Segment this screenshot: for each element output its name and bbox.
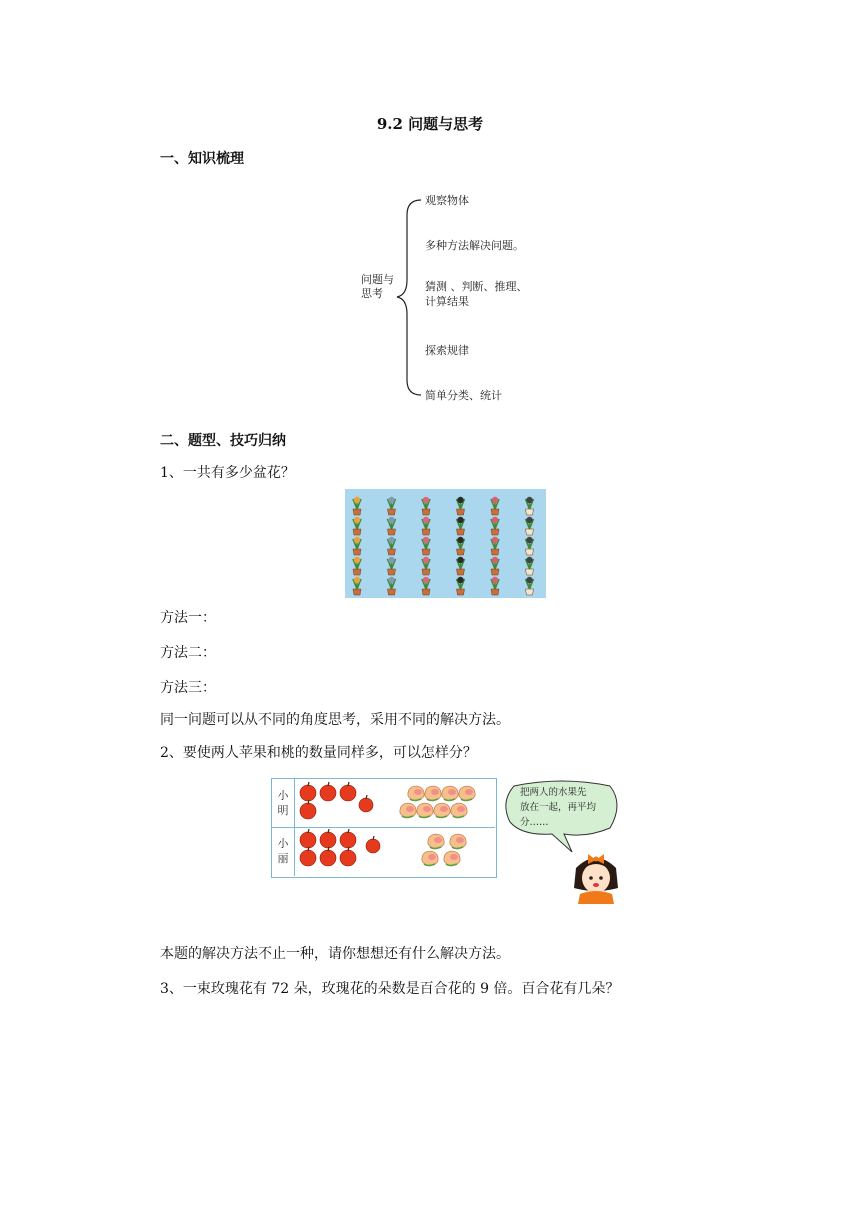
method-3-label: 方法三： [160, 680, 216, 696]
fruit-table [271, 778, 497, 878]
q2-note: 本题的解决方法不止一种，请你想想还有什么解决方法。 [160, 946, 510, 962]
peach-icon [400, 803, 416, 818]
apple-icon [300, 829, 316, 848]
flower-pot [491, 497, 499, 515]
flower-pot [526, 497, 534, 515]
flower-pot [491, 557, 499, 575]
flower-pot [526, 537, 534, 555]
apple-icon [320, 847, 336, 866]
flower-pot [353, 557, 361, 575]
q1-note: 同一问题可以从不同的角度思考，采用不同的解决方法。 [160, 712, 510, 728]
flower-pot [491, 537, 499, 555]
flower-pot [353, 577, 361, 595]
method-2-label: 方法二： [160, 645, 216, 661]
peach-icon [408, 786, 424, 801]
apple-icon [320, 782, 336, 801]
peach-icon [451, 803, 467, 818]
knowledge-tree [355, 185, 555, 405]
tree-branch: 多种方法解决问题。 [425, 239, 524, 252]
bubble-text: 把两人的水果先 放在一起，再平均 分…… [520, 787, 597, 828]
fruit-row [294, 827, 495, 876]
name-cell: 小 明 [272, 779, 295, 828]
flower-pot [457, 537, 465, 555]
peach-icon [425, 786, 441, 801]
flower-pot [457, 517, 465, 535]
peach-icon [442, 786, 458, 801]
flower-pot [353, 537, 361, 555]
method-1-label: 方法一： [160, 610, 216, 626]
flower-pot [526, 557, 534, 575]
flower-pot [422, 577, 430, 595]
question-1: 1、一共有多少盆花？ [160, 465, 295, 481]
apple-icon [340, 829, 356, 848]
flower-pot [491, 577, 499, 595]
tree-branch: 观察物体 [425, 194, 469, 207]
peach-icon [450, 834, 466, 849]
flower-pot [353, 517, 361, 535]
apple-icon [340, 782, 356, 801]
apple-icon [300, 847, 316, 866]
apple-icon [340, 847, 356, 866]
flower-pot [388, 577, 396, 595]
flower-pot [457, 497, 465, 515]
flower-pot [491, 517, 499, 535]
question-3: 3、一束玫瑰花有 72 朵，玫瑰花的朵数是百合花的 9 倍。百合花有几朵？ [160, 981, 620, 997]
flower-pot [422, 497, 430, 515]
speech-illustration [502, 778, 622, 906]
peach-icon [444, 851, 460, 866]
tree-branch: 猜测 、判断、推理、 计算结果 [425, 280, 528, 308]
section-heading-skills: 二、题型、技巧归纳 [160, 433, 286, 449]
flower-pot [388, 517, 396, 535]
apple-icon [300, 800, 316, 819]
flower-pot [526, 577, 534, 595]
apple-icon [366, 836, 380, 853]
flower-pot [388, 537, 396, 555]
peach-icon [434, 803, 450, 818]
flower-pot [422, 517, 430, 535]
flower-pot [388, 557, 396, 575]
flower-pots-image [345, 489, 546, 598]
flower-pot [422, 537, 430, 555]
peach-icon [417, 803, 433, 818]
section-heading-knowledge: 一、知识梳理 [160, 151, 244, 167]
girl-illustration [566, 844, 626, 904]
flower-pots-grid [345, 489, 546, 598]
tree-branch: 探索规律 [425, 344, 469, 357]
fruit-row [294, 779, 495, 828]
question-2: 2、要使两人苹果和桃的数量同样多，可以怎样分？ [160, 745, 477, 761]
flower-pot [388, 497, 396, 515]
peach-icon [459, 786, 475, 801]
flower-pot [457, 577, 465, 595]
apple-icon [359, 795, 373, 812]
flower-pot [457, 557, 465, 575]
page-title: 9.2 问题与思考 [376, 115, 484, 133]
flower-pot [526, 517, 534, 535]
tree-branch: 简单分类、统计 [425, 389, 502, 402]
peach-icon [428, 834, 444, 849]
apple-icon [320, 829, 336, 848]
apple-icon [300, 782, 316, 801]
peach-icon [422, 851, 438, 866]
name-cell: 小 丽 [272, 827, 295, 876]
tree-root: 问题与 思考 [361, 273, 394, 300]
flower-pot [353, 497, 361, 515]
flower-pot [422, 557, 430, 575]
